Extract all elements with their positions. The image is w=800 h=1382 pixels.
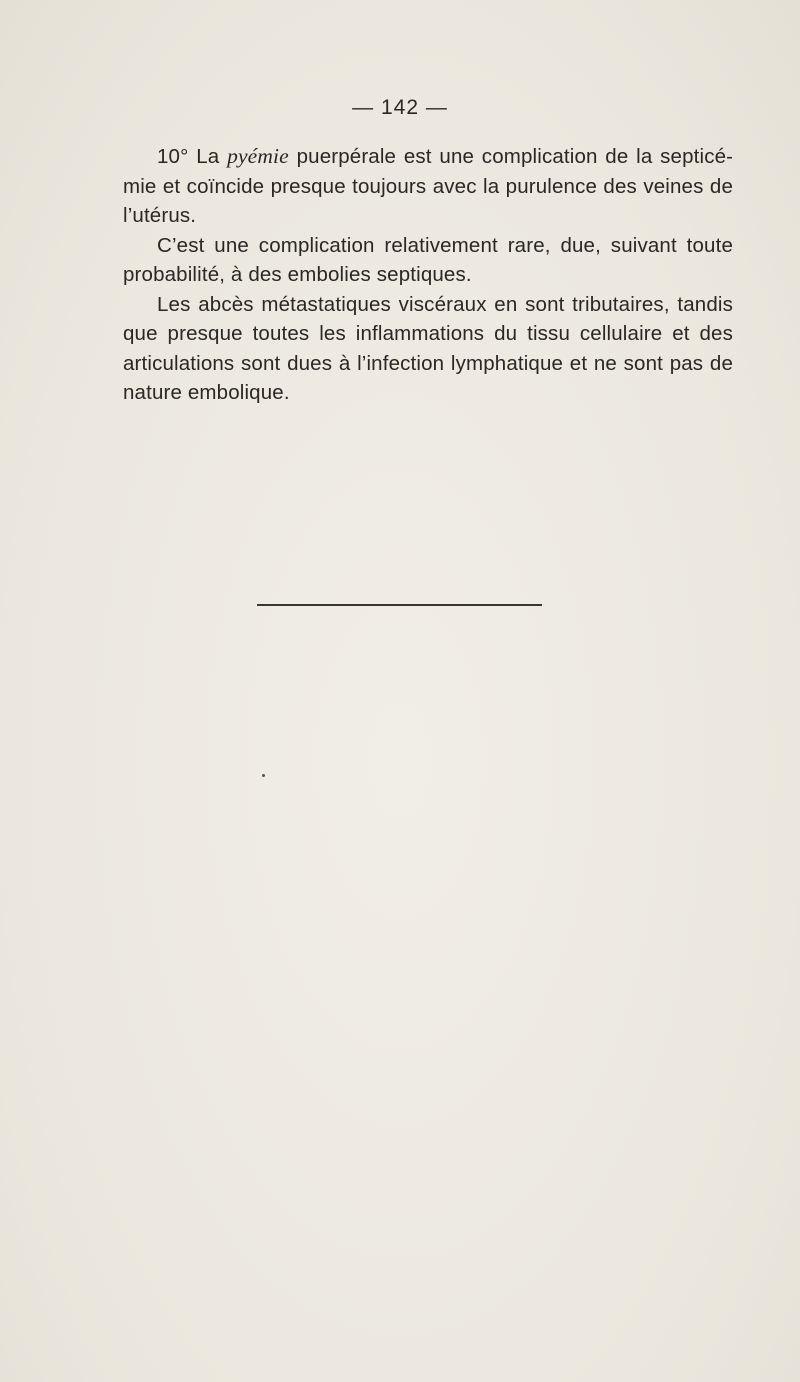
emphasis-term: pyémie [227, 144, 289, 168]
paragraph-complication: C’est une complication relativement rare, due, suivant toute probabilité, à des embolies septiques. [123, 233, 733, 286]
paragraph-lead: 10° La [157, 145, 228, 168]
print-speck [262, 774, 265, 777]
page-number: — 142 — [352, 96, 448, 119]
paragraph-abces: Les abcès métastatiques viscéraux en sont tributaires, tandis que presque toutes les inflammations du tissu cellulaire et des articulations sont dues à l’infection lymphatique et ne sont pas de nature embolique. [123, 292, 733, 404]
section-divider [257, 604, 542, 606]
body-text [123, 142, 733, 408]
paragraph-pyemie [123, 142, 733, 231]
paragraph-rest: puerpérale est une complication de la septicémie et coïncide presque toujours avec la purulence des veines de l’utérus. [123, 145, 733, 227]
